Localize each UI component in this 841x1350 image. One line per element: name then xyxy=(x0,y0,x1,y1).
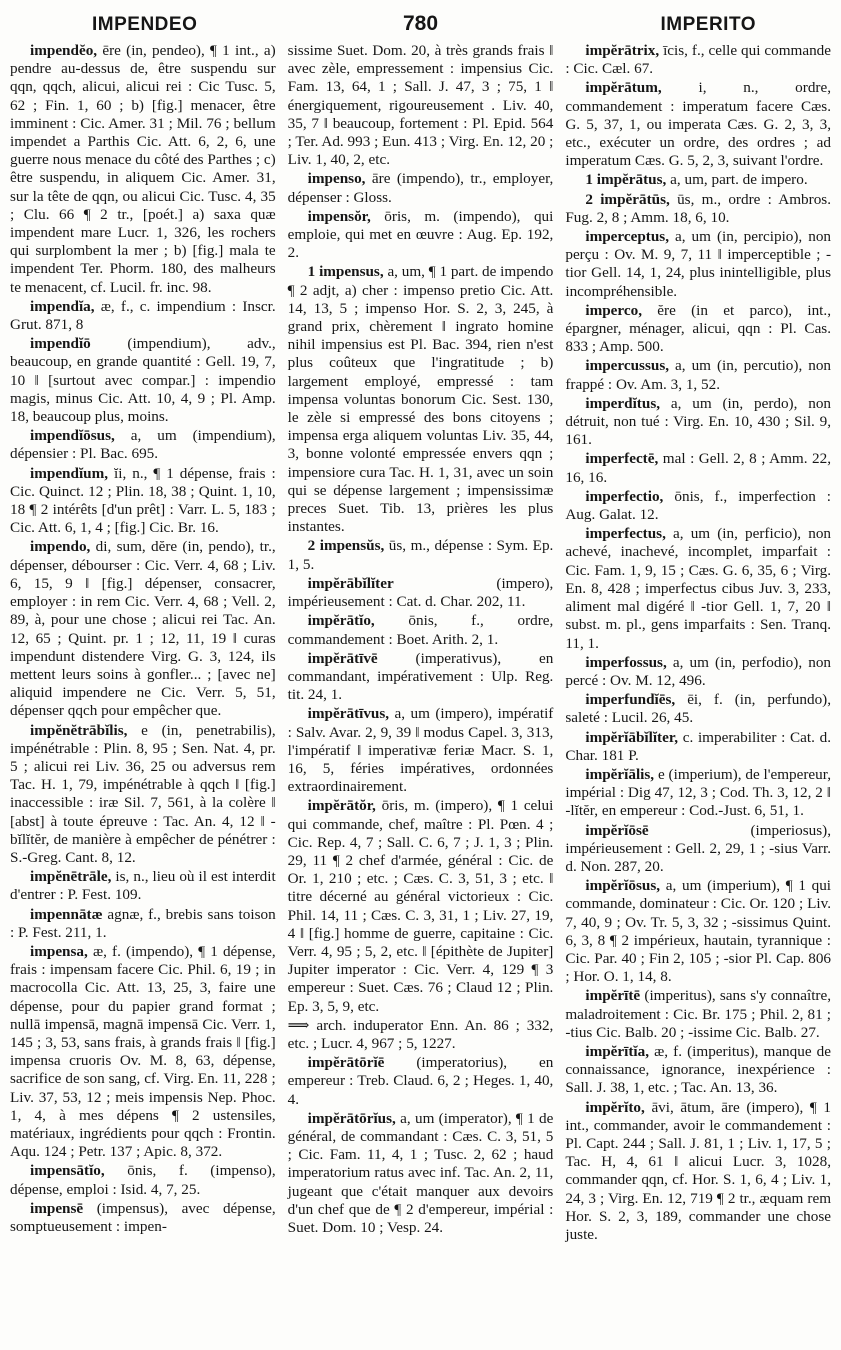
entry-headword: impĕrābĭlĭter xyxy=(307,574,394,592)
dictionary-entry xyxy=(10,427,276,463)
dictionary-entry xyxy=(288,208,554,263)
dictionary-entry xyxy=(565,450,831,486)
dictionary-entry xyxy=(565,822,831,877)
dictionary-entry xyxy=(10,335,276,426)
entry-headword: imperfossus, xyxy=(585,653,667,671)
dictionary-entry xyxy=(10,906,276,942)
entry-headword: impennātæ xyxy=(30,905,103,923)
dictionary-entry xyxy=(288,263,554,536)
dictionary-entry xyxy=(565,191,831,227)
entry-headword: impensa, xyxy=(30,942,88,960)
header-first-word: IMPENDEO xyxy=(92,14,198,35)
entry-definition: ūs, m., dépense : Sym. Ep. 1, 5. xyxy=(287,537,554,573)
dictionary-entry xyxy=(565,395,831,450)
entry-headword: impĕrātīvus, xyxy=(307,705,390,723)
entry-headword: imperfectē, xyxy=(585,450,659,468)
entry-definition: āre (impendo), tr., employer, dépenser : Gloss. xyxy=(287,170,554,206)
entry-definition: e (in, penetrabilis), impénétrable : Plin. 8, 95 ; Sen. Nat. 4, pr. 5 ; alicui rei Liv. 36, 25 ou adversus rem Tac. H. 1, 79, impénétrable à qqch ‖ [fig.] inaccessible : iræ Sil. 7, 561, à la colère ‖ [abst] à toute épreuve : Tac. An. 4, 12 ‖ -bĭlĭtĕr, de manière à empêcher de pénétrer : S.-Greg. Cant. 8, 12. xyxy=(10,721,276,866)
entry-headword: 1 impĕrātus, xyxy=(585,171,667,189)
entry-definition: a, um (in, perficio), non achevé, inachevé, incomplet, imparfait : Cic. Fam. 1, 9, 15 ; Cæs. G. 6, 35, 6 ; Virg. En. 8, 428 ; imperfectus cibus Juv. 3, 233, aliment mal digéré ‖ -tior Gell. 1, 7, 20 ‖ subst. m. pl., gens imparfaits : Sen. Tranq. 11, 1. xyxy=(565,525,831,652)
dictionary-entry xyxy=(288,650,554,705)
dictionary-entry xyxy=(565,42,831,78)
entry-definition: agnæ, f., brebis sans toison : P. Fest. 211, 1. xyxy=(10,905,276,941)
dictionary-entry xyxy=(565,302,831,357)
dictionary-entry xyxy=(288,170,554,206)
entry-headword: imperfectio, xyxy=(585,487,664,505)
dictionary-entry xyxy=(565,654,831,690)
dictionary-entry xyxy=(288,797,554,1015)
entry-headword: impĕrātōrĭē xyxy=(307,1054,385,1072)
entry-definition: di, sum, dĕre (in, pendo), tr., dépenser, débourser : Cic. Verr. 4, 68 ; Liv. 6, 15, 9 ‖ [fig.] dépenser, consacrer, employer : in rem Cic. Verr. 4, 68 ; Vell. 2, 89, à, pour une chose ; alicui rei Tac. An. 12, 65 ; Quint. pr. 1 ; 12, 11, 19 ‖ curas impendunt distendere Virg. G. 3, 124, ils mettent leurs soins à gonfler... ; [avec ne] aliquid impendere ne Cic. Verr. 5, 51, dépenser qqch pour empêcher que. xyxy=(10,538,276,720)
entry-definition: (impero), impérieusement : Cat. d. Char. 202, 11. xyxy=(287,574,554,611)
entry-definition: sissime Suet. Dom. 20, à très grands frais ‖ avec zèle, empressement : impensius Cic. Fam. 13, 64, 1 ; Sall. J. 47, 3 ; 75, 1 ‖ énergiquement, rigoureusement . Liv. 40, 35, 7 ‖ beaucoup, fortement : Pl. Epid. 564 ; Ter. Ad. 993 ; Eun. 413 ; Virg. En. 12, 20 ; Liv. 1, 40, 2, etc. xyxy=(287,42,554,169)
entry-definition: i, n., ordre, commandement : imperatum facere Cæs. G. 5, 37, 1, ou imperata Cæs. G. 2, 3, 3, etc., exécuter un ordre, des ordres ; ad imperatum Cæs. G. 5, 2, 3, suivant l'ordre. xyxy=(565,79,831,170)
entry-headword: impĕrĭōsē xyxy=(585,821,649,839)
dictionary-entry xyxy=(10,298,276,334)
entry-headword: impensŏr, xyxy=(307,207,371,225)
entry-definition: (impensus), avec dépense, somptueusement : impen- xyxy=(10,1199,276,1235)
dictionary-entry xyxy=(10,722,276,868)
entry-headword: 2 impensŭs, xyxy=(307,537,385,555)
entry-headword: impendĭō xyxy=(30,335,91,353)
dictionary-entry xyxy=(565,1043,831,1098)
dictionary-entry xyxy=(565,79,831,170)
entry-headword: impĕrātīvē xyxy=(307,649,378,667)
entry-headword: impĕrītĭa, xyxy=(585,1042,650,1060)
dictionary-entry xyxy=(288,1054,554,1109)
dictionary-entry xyxy=(565,691,831,727)
dictionary-entry xyxy=(10,538,276,720)
page-number: 780 xyxy=(402,12,439,35)
entry-headword: impĕrātum, xyxy=(585,79,662,97)
dictionary-entry xyxy=(288,575,554,611)
dictionary-entry xyxy=(565,488,831,524)
entry-definition: (imperitus), sans s'y connaître, maladroitement : Cic. Br. 175 ; Phil. 2, 81 ; -tius Cic. Balb. 20 ; -issime Cic. Balb. 27. xyxy=(565,987,831,1041)
text-columns xyxy=(10,42,831,1347)
entry-headword: impĕnētrāle, xyxy=(30,868,112,886)
entry-definition: īcis, f., celle qui commande : Cic. Cæl. 67. xyxy=(565,42,831,78)
entry-definition: a, um (imperium), ¶ 1 qui commande, dominateur : Cic. Or. 120 ; Liv. 7, 40, 9 ; Ov. Tr. 5, 3, 32 ; -sissimus Quint. 6, 3, 8 ¶ 2 impérieux, hautain, tyrannique : Cic. Par. 40 ; Fin 2, 105 ; -sior Pl. Cap. 806 ; Hor. O. 1, 14, 8. xyxy=(565,877,831,986)
dictionary-entry xyxy=(288,42,554,169)
entry-definition: a, um, part. de impero. xyxy=(670,171,808,189)
dictionary-entry xyxy=(288,537,554,573)
entry-definition: (imperativus), en commandant, impérativement : Ulp. Reg. tit. 24, 1. xyxy=(287,649,554,704)
dictionary-entry xyxy=(10,943,276,1161)
entry-headword: imperceptus, xyxy=(585,228,670,246)
entry-headword: 2 impĕrātūs, xyxy=(585,190,670,208)
dictionary-entry xyxy=(288,1110,554,1237)
entry-headword: impĕrĭābĭlĭter, xyxy=(585,728,679,746)
entry-definition: ōris, m. (impendo), qui emploie, qui met en œuvre : Aug. Ep. 192, 2. xyxy=(287,207,554,262)
dictionary-entry xyxy=(565,1099,831,1245)
entry-headword: impĕrātōrĭus, xyxy=(307,1109,396,1127)
entry-definition: is, n., lieu où il est interdit d'entrer : P. Fest. 109. xyxy=(10,868,276,904)
column-middle xyxy=(288,42,554,1347)
dictionary-entry xyxy=(565,357,831,393)
entry-definition: æ, f. (imperitus), manque de connaissance, ignorance, inexpérience : Sall. J. 38, 1, etc. ; Tac. An. 13, 36. xyxy=(565,1042,831,1097)
entry-definition: ūs, m., ordre : Ambros. Fug. 2, 8 ; Amm. 18, 6, 10. xyxy=(565,190,831,226)
dictionary-entry xyxy=(565,877,831,986)
entry-headword: impendĕo, xyxy=(30,42,98,59)
entry-headword: imperdĭtus, xyxy=(585,394,661,412)
entry-definition: æ, f. (impendo), ¶ 1 dépense, frais : impensam facere Cic. Phil. 6, 19 ; in macrocolla Cic. Att. 13, 25, 3, faire une dépense, pour du papier grand format ; nullā impensā, magnā impensā Cic. Verr. 1, 145 ; 3, 53, sans frais, à grands frais ‖ [fig.] impensa cruoris Ov. M. 8, 63, dépense, sacrifice de son sang, cf. Virg. En. 11, 228 ; Liv. 37, 53, 12 ; meis impensis Nep. Phoc. 1, 4, à mes dépens ¶ 2 ustensiles, matériaux, ingrédients pour qqch : Frontin. Aqu. 124 ; Petr. 137 ; Apic. 8, 372. xyxy=(10,942,276,1161)
entry-definition: ĕre (in et parco), int., épargner, ménager, alicui, qqn : Pl. Cas. 833 ; Amp. 500. xyxy=(565,301,831,356)
dictionary-entry xyxy=(288,612,554,648)
entry-definition: c. imperabiliter : Cat. d. Char. 181 P. xyxy=(565,728,831,764)
entry-definition: ēi, f. (in, perfundo), saleté : Lucil. 26, 45. xyxy=(565,691,831,727)
dictionary-entry xyxy=(565,987,831,1042)
entry-definition: ōnis, f., ordre, commandement : Boet. Arith. 2, 1. xyxy=(287,612,554,648)
entry-headword: impendĭum, xyxy=(30,464,109,482)
entry-definition: ĭi, n., ¶ 1 dépense, frais : Cic. Quinct. 12 ; Plin. 18, 38 ; Quint. 1, 10, 18 ¶ 2 intérêts [d'un prêt] : Varr. L. 5, 183 ; Cic. Att. 6, 1, 4 ; [fig.] Cic. Br. 16. xyxy=(10,464,276,537)
entry-headword: impĕrātĭo, xyxy=(307,612,375,630)
entry-headword: impendĭa, xyxy=(30,297,95,315)
entry-definition: a, um (in, perdo), non détruit, non tué : Virg. En. 10, 430 ; Sil. 9, 161. xyxy=(565,394,831,449)
entry-definition: ēre (in, pendeo), ¶ 1 int., a) pendre au-dessus de, être suspendu sur qqn, qqch, alicui, alicui rei : Cic Tusc. 5, 62 ; Fin. 1, 60 ; b) [fig.] menacer, être imminent : Cic. Amer. 31 ; Mil. 76 ; bellum impendet a Parthis Cic. Att. 6, 2, 6, une guerre nous menace du côté des Parthes ; c) être suspendu, in aliquem Cic. Amer. 31, sur la tête de qqn, ou alicui Cic. Tusc. 4, 35 ; Clu. 66 ¶ 2 tr., [poét.] a) saxa quæ impendent mare Lucr. 1, 326, les rochers qui surplombent la mer ; b) [fig.] mala te impendent Ter. Phorm. 180, des malheurs te menacent, cf. Lucil. fr. inc. 98. xyxy=(10,42,276,296)
entry-definition: a, um (impendium), dépensier : Pl. Bac. 695. xyxy=(10,427,276,463)
entry-definition: a, um (imperator), ¶ 1 de général, de commandant : Cæs. C. 3, 51, 5 ; Cic. Fam. 11, 4, 1 ; Tusc. 2, 62 ; haud imperatorium ratus avec inf. Tac. An. 2, 11, jugeant que c'était manquer aux devoirs d'un chef que de ¶ 2 d'empereur, impérial : Suet. Dom. 10 ; Vesp. 24. xyxy=(287,1109,554,1236)
entry-headword: 1 impensus, xyxy=(307,263,384,281)
dictionary-entry xyxy=(10,465,276,538)
dictionary-entry xyxy=(565,228,831,301)
entry-definition: ōnis, f., imperfection : Aug. Galat. 12. xyxy=(565,487,831,524)
entry-definition: (imperatorius), en empereur : Treb. Claud. 6, 2 ; Heges. 1, 40, 4. xyxy=(287,1054,554,1108)
entry-definition: a, um (impero), impératif : Salv. Avar. 2, 9, 39 ‖ modus Capel. 3, 313, l'impératif ‖ imperativæ feriæ Macr. S. 1, 16, 5, féries impératives, ordonnées extraordinairement. xyxy=(287,705,554,796)
column-right xyxy=(565,42,831,1347)
header-last-word: IMPERITO xyxy=(660,14,756,35)
entry-headword: impensē xyxy=(30,1199,84,1217)
entry-definition: a, um, ¶ 1 part. de impendo ¶ 2 adjt, a) cher : impenso pretio Cic. Att. 14, 13, 5 ; impenso Hor. S. 2, 3, 245, à grand prix, chèrement ‖ ingrato homine nihil impensius est Pl. Bac. 394, rien n'est plus coûteux que l'ingratitude ; b) largement employé, empressé : tam impensa voluntas bonorum Cic. Sest. 130, le zèle si empressé des bons citoyens ; impensa erga aliquem voluntas Liv. 35, 44, 3, bonne volonté empressée envers qqn ; impensiore cura Tac. H. 1, 31, avec un soin qui se dépense largement ; impensissimæ preces Suet. Tib. 13, prières les plus instantes. xyxy=(287,263,554,536)
dictionary-entry xyxy=(565,729,831,765)
entry-headword: impĕrātŏr, xyxy=(307,797,376,815)
entry-headword: imperfundĭēs, xyxy=(585,691,676,709)
entry-definition: ōnis, f. (impenso), dépense, emploi : Isid. 4, 7, 25. xyxy=(10,1162,276,1198)
column-left xyxy=(10,42,276,1347)
entry-headword: impenso, xyxy=(307,170,366,188)
entry-definition: mal : Gell. 2, 8 ; Amm. 22, 16, 16. xyxy=(565,450,831,486)
entry-definition: ⟹ arch. induperator Enn. An. 86 ; 332, etc. ; Lucr. 4, 967 ; 5, 1227. xyxy=(287,1016,554,1052)
dictionary-entry xyxy=(565,171,831,189)
entry-headword: imperco, xyxy=(585,301,643,319)
entry-definition: (imperiosus), impérieusement : Gell. 2, 29, 1 ; -sius Varr. d. Non. 287, 20. xyxy=(565,821,831,875)
entry-headword: impĕrĭōsus, xyxy=(585,877,661,895)
dictionary-entry xyxy=(288,1017,554,1053)
dictionary-entry xyxy=(10,42,276,297)
dictionary-entry xyxy=(565,766,831,821)
entry-definition: a, um (in, perfodio), non percé : Ov. M. 12, 496. xyxy=(565,653,831,689)
running-header xyxy=(10,8,831,38)
entry-definition: e (imperium), de l'empereur, impérial : Dig 47, 12, 3 ; Cod. Th. 3, 12, 2 ‖ -lĭtĕr, en empereur : Cod.-Just. 6, 51, 1. xyxy=(565,765,831,820)
dictionary-entry xyxy=(10,1200,276,1236)
entry-definition: āvi, ātum, āre (impero), ¶ 1 int., commander, avoir le commandement : Pl. Capt. 244 ; Sall. J. 81, 1 ; Liv. 1, 17, 5 ; Tac. H, 4, 61 ‖ alicui Lucr. 3, 1028, commander qqn, cf. Hor. S. 1, 6, 4 ; Liv. 1, 24, 3 ; Virg. En. 12, 719 ¶ 2 tr., æquam rem Hor. S. 2, 3, 189, commander une chose juste. xyxy=(565,1098,831,1243)
entry-headword: impendĭōsus, xyxy=(30,427,115,445)
entry-headword: impĕrātrix, xyxy=(585,42,660,59)
dictionary-entry xyxy=(10,1162,276,1198)
entry-definition: (impendium), adv., beaucoup, en grande quantité : Gell. 19, 7, 10 ‖ [surtout avec compar.] : impendio magis, minus Cic. Att. 10, 4, 9 ; Pl. Amp. 18, beaucoup plus, moins. xyxy=(10,335,276,426)
entry-headword: impĕrĭālis, xyxy=(585,765,655,783)
entry-definition: a, um (in, percipio), non perçu : Ov. M. 9, 7, 11 ‖ imperceptible ; -tior Gell. 14, 1, 24, plus inintelligible, plus incompréhensible. xyxy=(565,228,831,300)
entry-definition: ōris, m. (impero), ¶ 1 celui qui commande, chef, maître : Pl. Pœn. 4 ; Cic. Rep. 4, 7 ; Sall. C. 6, 7 ; J. 1, 3 ; Plin. 29, 11 ¶ 2 chef d'armée, général : Cic. de Or. 1, 210 ; etc. ; Cæs. C. 3, 51, 3 ; etc. ‖ titre décerné au général victorieux : Cic. Phil. 14, 11 ; Cæs. C. 3, 31, 1 ; Liv. 27, 19, 4 ‖ [fig.] homme de guerre, capitaine : Cic. Verr. 4, 95 ; 5, 2, etc. ‖ [épithète de Jupiter] Jupiter imperator : Cic. Verr. 4, 129 ¶ 3 empereur : Suet. Cæs. 76 ; Claud 12 ; Plin. Ep. 3, 5, 9, etc. xyxy=(287,797,554,1015)
entry-headword: impĕrītē xyxy=(585,987,641,1005)
dictionary-entry xyxy=(288,705,554,796)
entry-headword: impensātĭo, xyxy=(30,1162,105,1180)
dictionary-entry xyxy=(10,868,276,904)
entry-headword: impercussus, xyxy=(585,357,670,375)
entry-headword: imperfectus, xyxy=(585,525,666,543)
entry-headword: impendo, xyxy=(30,538,91,556)
dictionary-entry xyxy=(565,525,831,652)
entry-headword: impĕnĕtrābĭlis, xyxy=(30,721,128,739)
entry-definition: æ, f., c. impendium : Inscr. Grut. 871, 8 xyxy=(10,297,276,334)
entry-definition: a, um (in, percutio), non frappé : Ov. Am. 3, 1, 52. xyxy=(565,357,831,393)
entry-headword: impĕrĭto, xyxy=(585,1098,645,1116)
